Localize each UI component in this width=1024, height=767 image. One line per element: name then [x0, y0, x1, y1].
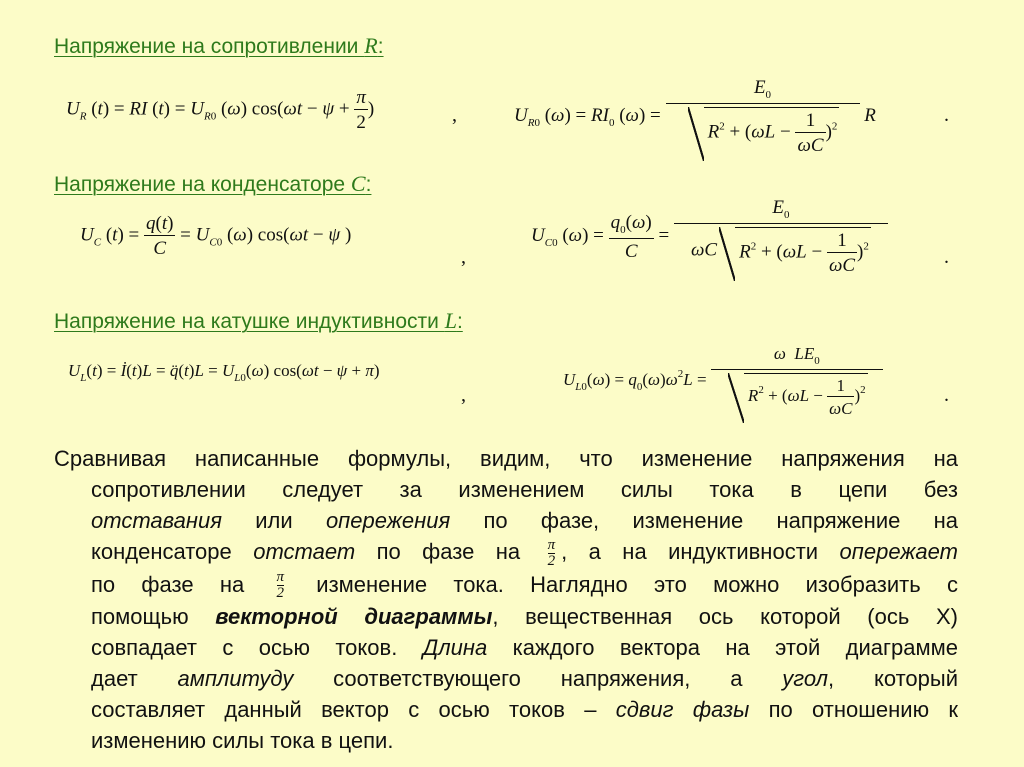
para-line-7: совпадает с осью токов. Длина каждого вектора на этой диаграмме	[91, 635, 958, 661]
formula-capacitor-time: $U_C$ (t) = $\frac{q(t)}{C}$ = $U_{C0}$ (ω) cos(ωt − ψ )	[80, 213, 352, 259]
para-line-1: Сравнивая написанные формулы, видим, что изменение напряжения на	[54, 446, 958, 471]
heading-inductor: Напряжение на катушке индуктивности L:	[54, 308, 463, 333]
dot: .	[944, 384, 949, 406]
para-line-8: дает амплитуду соответствующего напряжения, а угол, который	[91, 666, 959, 692]
fraction-pi-over-2: $\frac{\pi}{2}$	[547, 536, 556, 569]
comma: ,	[461, 246, 466, 268]
heading-resistor: Напряжение на сопротивлении R:	[54, 33, 384, 58]
para-line-2: сопротивлении следует за изменением силы тока в цепи без	[91, 477, 958, 502]
para-line-6: помощью векторной диаграммы, вещественная ось которой (ось X)	[91, 604, 958, 630]
comma: ,	[461, 384, 466, 406]
para-line-3: отставания или опережения по фазе, изменение напряжение на	[91, 508, 958, 533]
para-line-4: конденсаторе отстает по фазе на $\frac{\pi}{2}$ , а на индуктивности опережает	[91, 536, 958, 569]
formula-inductor-time: $U_L(t)$ = İ(t)L = q̈(t)L = $U_{L0}(\omega) \cos(\omega t - \psi + \pi)$	[68, 361, 380, 384]
formula-resistor-amplitude: $U_{R0}$ $(\omega) = RI_0$ (ω) = $E_0$ $R^2 + (\omega L$ − $\frac{1}{\omega C}$ )$^2$ R	[514, 77, 876, 156]
heading-capacitor: Напряжение на конденсаторе C:	[54, 171, 372, 196]
comma: ,	[452, 104, 457, 126]
formula-inductor-amplitude: $U_{L0}(\omega) = q_0(\omega)\omega^2L$ = ω $LE_0$ $R^2 + (\omega L$ − $\frac{1}{\omega C}$ )$^2$	[563, 345, 883, 417]
para-line-10: изменению силы тока в цепи.	[91, 728, 394, 754]
para-line-5: по фазе на $\frac{\pi}{2}$ изменение тока. Наглядно это можно изобразить с	[91, 569, 958, 602]
formula-resistor-time: $U_R$ (t) = RI $(t) = U_{R0}$ (ω) cos(ωt − ψ + $\frac{\pi}{2}$ )	[66, 87, 375, 133]
dot: .	[944, 104, 949, 126]
para-line-9: составляет данный вектор с осью токов – сдвиг фазы по отношению к	[91, 697, 959, 723]
fraction-pi-over-2: $\frac{\pi}{2}$	[276, 569, 285, 602]
formula-capacitor-amplitude: $U_{C0}$ (ω) = $\frac{q_0(\omega)}{C}$ = $E_0$ ωC $R^2 + (\omega L$ − $\frac{1}{\omega C}$ )$^2$	[531, 198, 888, 275]
explanation-paragraph	[54, 443, 958, 756]
dot: .	[944, 246, 949, 268]
